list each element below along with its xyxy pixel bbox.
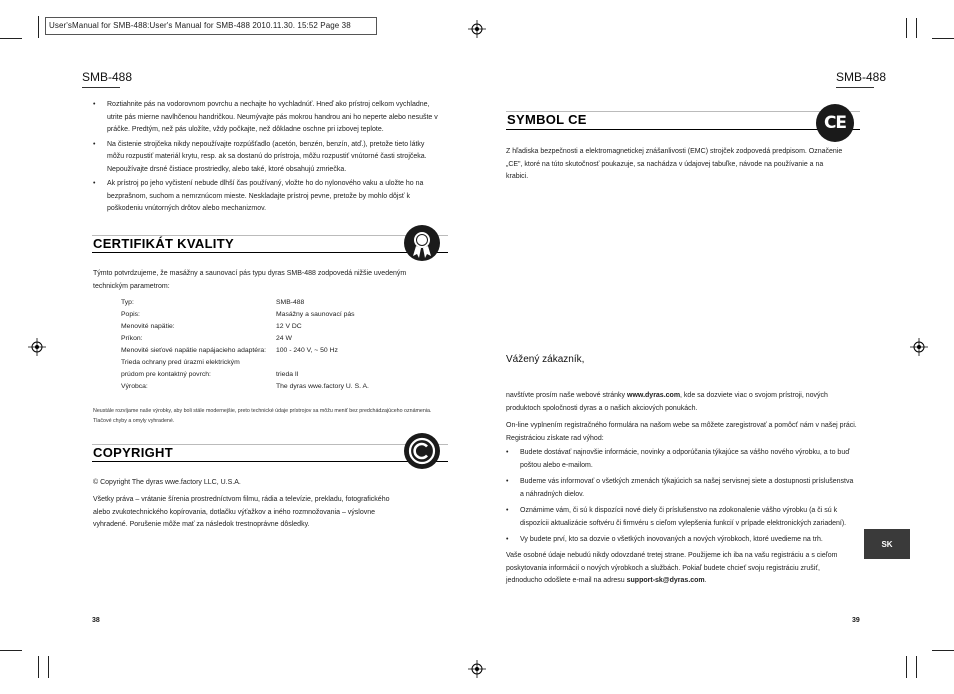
spec-value bbox=[276, 357, 369, 369]
visit-text bbox=[506, 390, 844, 415]
section-title: CERTIFIKÁT KVALITY bbox=[93, 236, 234, 251]
section-overline bbox=[92, 444, 448, 445]
section-underline bbox=[92, 461, 448, 462]
table-row bbox=[121, 321, 369, 333]
crop-mark bbox=[906, 656, 907, 678]
website-link[interactable]: www.dyras.com bbox=[627, 392, 681, 399]
crop-mark bbox=[916, 656, 917, 678]
visit-text-post: , kde sa dozviete viac o svojom prístroji, nových produktoch spoločnosti dyras a o našich akciových ponukách. bbox=[506, 392, 828, 412]
spec-value: trieda II bbox=[276, 371, 299, 378]
spec-label: Popis: bbox=[121, 311, 140, 318]
table-row bbox=[121, 369, 369, 381]
spec-value: 100 - 240 V, ~ 50 Hz bbox=[276, 347, 338, 354]
ce-text: Z hľadiska bezpečnosti a elektromagnetickej znášanlivosti (EMC) strojček zodpovedá predpisom. Označenie „CE", ktoré na túto skutočnosť poukazuje, sa nachádza v údajovej tabuľke, návode na používanie a na krabici. bbox=[506, 148, 843, 180]
certificate-badge-icon bbox=[403, 224, 441, 262]
crop-mark bbox=[38, 656, 39, 678]
visit-text-pre: navštívte prosím naše webové stránky bbox=[506, 392, 627, 399]
print-header: User'sManual for SMB-488:User's Manual for SMB-488 2010.11.30. 15:52 Page 38 bbox=[49, 21, 351, 30]
list-item: • Vy budete prví, kto sa dozvie o všetkých inovovaných a nových výrobkoch, ktoré uvedieme na trh. bbox=[506, 534, 858, 547]
section-overline bbox=[506, 111, 860, 112]
register-text: On-line vyplnením registračného formulára na našom webe sa môžete zaregistrovať a pomôcť nám v našej práci. Registráciou získate rad výhod: bbox=[506, 422, 857, 442]
section-title: COPYRIGHT bbox=[93, 445, 173, 460]
section-overline bbox=[92, 235, 448, 236]
spec-value: The dyras wwe.factory U. S. A. bbox=[276, 383, 369, 390]
crop-mark bbox=[906, 18, 907, 38]
privacy-text-post: . bbox=[704, 577, 707, 584]
list-item: • Oznámime vám, či sú k dispozícii nové diely či príslušenstvo na zdokonalenie vášho výrobku (a či sú k dispozícii aktualizácie softvéru či firmvéru s cieľom vylepšenia funkcií v prípade elektronických zariadení). bbox=[506, 505, 858, 530]
page-number: 39 bbox=[852, 617, 860, 624]
table-row bbox=[121, 381, 369, 393]
copyright-owner: © Copyright The dyras wwe.factory LLC, U.S.A. bbox=[93, 479, 241, 486]
list-item: • Budeme vás informovať o všetkých zmenách týkajúcich sa našej servisnej siete a dostupnosti príslušenstva a náhradných dielov. bbox=[506, 476, 858, 501]
greeting: Vážený zákazník, bbox=[506, 354, 585, 365]
benefits-list bbox=[506, 447, 858, 547]
spec-label: prúdom pre kontaktný povrch: bbox=[121, 371, 211, 378]
crop-mark bbox=[916, 18, 917, 38]
ce-mark-icon bbox=[816, 104, 854, 142]
table-row bbox=[121, 357, 369, 369]
section-underline bbox=[506, 129, 860, 130]
privacy-text-pre: Vaše osobné údaje nebudú nikdy odovzdané tretej strane. Použijeme ich iba na vašu registráciu a s cieľom poskytovania informácií o nových výrobkoch a službách. Pokiaľ budete chcieť svoju registráciu zrušiť, jednoducho odošlete e-mail na adresu bbox=[506, 552, 838, 584]
spec-value: 12 V DC bbox=[276, 323, 302, 330]
model-name: SMB-488 bbox=[82, 70, 133, 84]
registration-mark-icon bbox=[468, 20, 486, 38]
table-row bbox=[121, 333, 369, 345]
table-row bbox=[121, 297, 369, 309]
crop-mark bbox=[932, 650, 954, 651]
page-number: 38 bbox=[92, 617, 100, 624]
crop-mark bbox=[48, 656, 49, 678]
disclaimer: Neustále rozvíjame naše výrobky, aby boli stále modernejšie, preto technické údaje prístrojov sa môžu meniť bez predchádzajúceho oznámenia. Tlačové chyby a omyly vyhradené. bbox=[93, 408, 432, 424]
model-underline bbox=[82, 87, 120, 88]
crop-mark bbox=[0, 38, 22, 39]
copyright-icon bbox=[403, 432, 441, 470]
care-instructions bbox=[93, 99, 441, 216]
table-row bbox=[121, 309, 369, 321]
registration-mark-icon bbox=[468, 660, 486, 678]
certificate-intro: Týmto potvrdzujeme, že masážny a saunovací pás typu dyras SMB-488 zodpovedá nižšie uvedeným technickým parametrom: bbox=[93, 270, 407, 290]
spec-label: Trieda ochrany pred úrazmi elektrickým bbox=[121, 359, 240, 366]
registration-mark-icon bbox=[28, 338, 46, 356]
spec-label: Menovité sieťové napätie napájacieho adaptéra: bbox=[121, 347, 267, 354]
crop-mark bbox=[0, 650, 22, 651]
list-item: • Ak prístroj po jeho vyčistení nebude dlhší čas používaný, vložte ho do nylonového vaku a uložte ho na bezprašnom, suchom a nemrznúcom mieste. Neskladajte prístroj pevne, pretože by mohlo dôjsť k poškodeniu vnútorných drôtov alebo mechanizmov. bbox=[93, 178, 441, 216]
list-item: • Budete dostávať najnovšie informácie, novinky a odporúčania týkajúce sa vášho nového výrobku, a to buď poštou alebo e-mailom. bbox=[506, 447, 858, 472]
list-item: • Roztiahnite pás na vodorovnom povrchu a nechajte ho vychladnúť. Hneď ako prístroj celkom vychladne, utrite pás mierne navlhčenou handričkou. Neumývajte pás mokrou handrou ani ho neperte alebo nesušte v práčke. Predtým, než pás uložíte, vždy počkajte, než dôkladne oschne pri izbovej teplote. bbox=[93, 99, 441, 137]
ce-mark-text: CE bbox=[823, 113, 847, 133]
spec-value: 24 W bbox=[276, 335, 292, 342]
spec-value: Masážny a saunovací pás bbox=[276, 311, 355, 318]
table-row bbox=[121, 345, 369, 357]
privacy-text bbox=[506, 550, 858, 588]
spec-value: SMB-488 bbox=[276, 299, 305, 306]
list-item: • Na čistenie strojčeka nikdy nepoužívajte rozpúšťadlo (acetón, benzén, benzín, atď.), pretože tieto látky môžu rozpustiť materiál krytu, resp. ak sa dostanú do prístroja, môžu rozpustiť vnútorné časti strojčeka. Nepoužívajte drsné čistiace prostriedky, alebo také, ktoré obsahujú zmriečka. bbox=[93, 139, 441, 177]
registration-mark-icon bbox=[910, 338, 928, 356]
model-name: SMB-488 bbox=[836, 70, 887, 84]
spec-table bbox=[121, 297, 369, 393]
language-tab: SK bbox=[864, 529, 910, 559]
section-underline bbox=[92, 252, 448, 253]
section-title: SYMBOL CE bbox=[507, 112, 587, 127]
model-underline bbox=[836, 87, 874, 88]
spec-label: Typ: bbox=[121, 299, 134, 306]
crop-mark bbox=[932, 38, 954, 39]
spec-label: Menovité napätie: bbox=[121, 323, 175, 330]
spec-label: Výrobca: bbox=[121, 383, 148, 390]
support-email-link[interactable]: support-sk@dyras.com bbox=[626, 577, 705, 584]
copyright-text: Všetky práva – vrátanie šírenia prostredníctvom filmu, rádia a televízie, prekladu, fotografického alebo zvukotechnického kopírovania, dotlačku výťažkov a iného rozmnožovania – výslovne vyhradené. Porušenie môže mať za následok trestnoprávne dôsledky. bbox=[93, 496, 390, 528]
spec-label: Príkon: bbox=[121, 335, 143, 342]
crop-mark bbox=[38, 16, 39, 38]
